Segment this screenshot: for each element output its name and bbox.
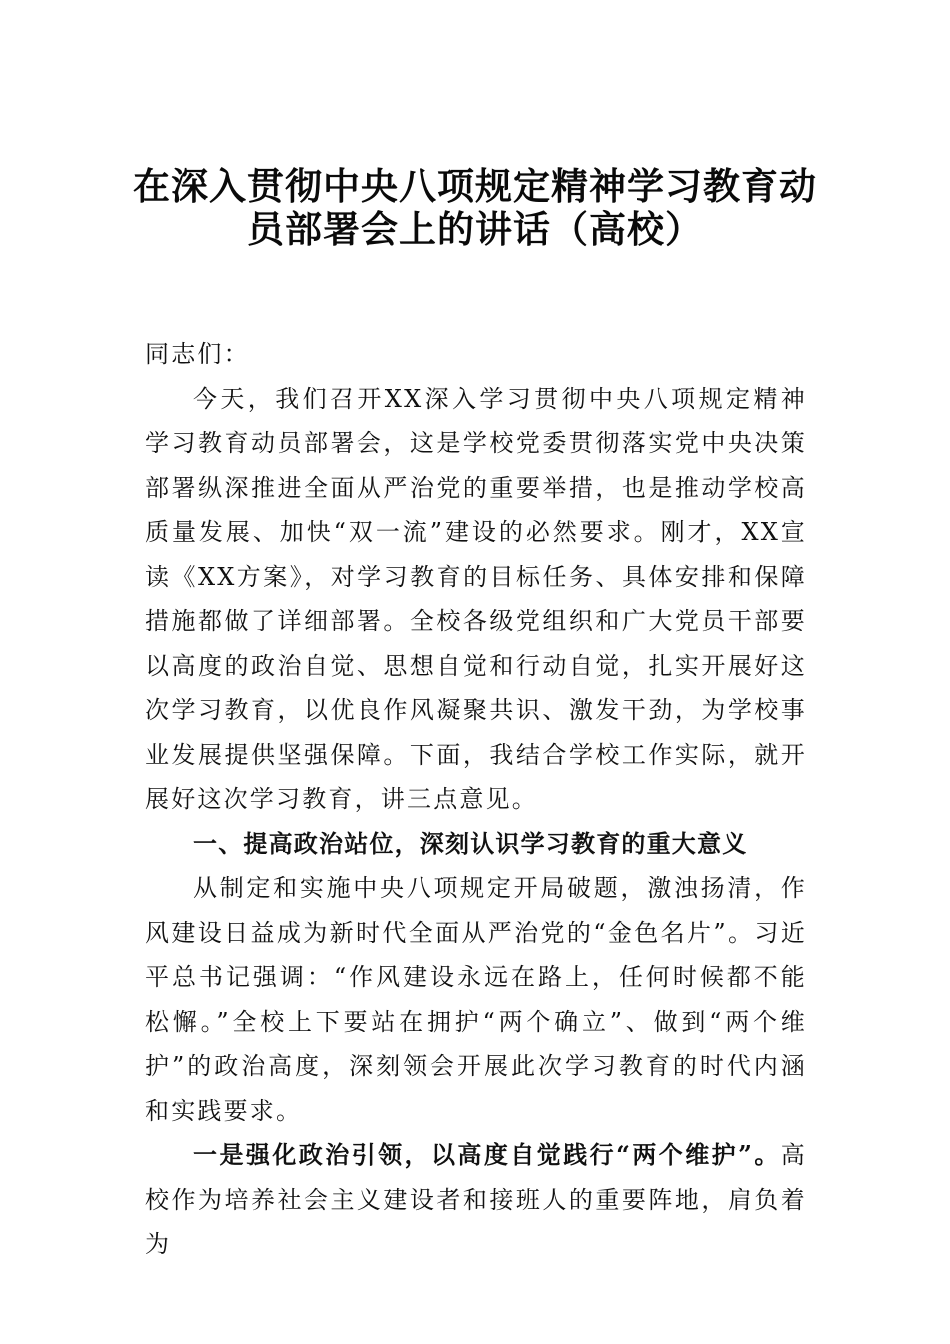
paragraph-intro: 今天，我们召开XX深入学习贯彻中央八项规定精神学习教育动员部署会，这是学校党委贯彻落实党中央决策部署纵深推进全面从严治党的重要举措，也是推动学校高质量发展、加快“双一流”建设的必然要求。刚才，XX宣读《XX方案》，对学习教育的目标任务、具体安排和保障措施都做了详细部署。全校各级党组织和广大党员干部要以高度的政治自觉、思想自觉和行动自觉，扎实开展好这次学习教育，以优良作风凝聚共识、激发干劲，为学校事业发展提供坚强保障。下面，我结合学校工作实际，就开展好这次学习教育，讲三点意见。 [145, 384, 807, 813]
point-1-text: 高校作为培养社会主义建设者和接班人的重要阵地，肩负着为 [145, 1141, 807, 1258]
document-body [145, 332, 807, 1267]
paragraph-section-1: 从制定和实施中央八项规定开局破题，激浊扬清，作风建设日益成为新时代全面从严治党的“金色名片”。习近平总书记强调：“作风建设永远在路上，任何时候都不能松懈。”全校上下要站在拥护“两个确立”、做到“两个维护”的政治高度，深刻领会开展此次学习教育的时代内涵和实践要求。 [145, 874, 807, 1125]
paragraph-point-1 [145, 1133, 807, 1267]
document-title-line-1: 在深入贯彻中央八项规定精神学习教育动 [133, 165, 817, 208]
salutation: 同志们： [145, 340, 250, 368]
document-title-line-2: 员部署会上的讲话（高校） [247, 208, 703, 251]
point-1-lead: 一是强化政治引领，以高度自觉践行“两个维护”。 [193, 1140, 781, 1169]
section-heading-1: 一、提高政治站位，深刻认识学习教育的重大意义 [193, 829, 748, 858]
